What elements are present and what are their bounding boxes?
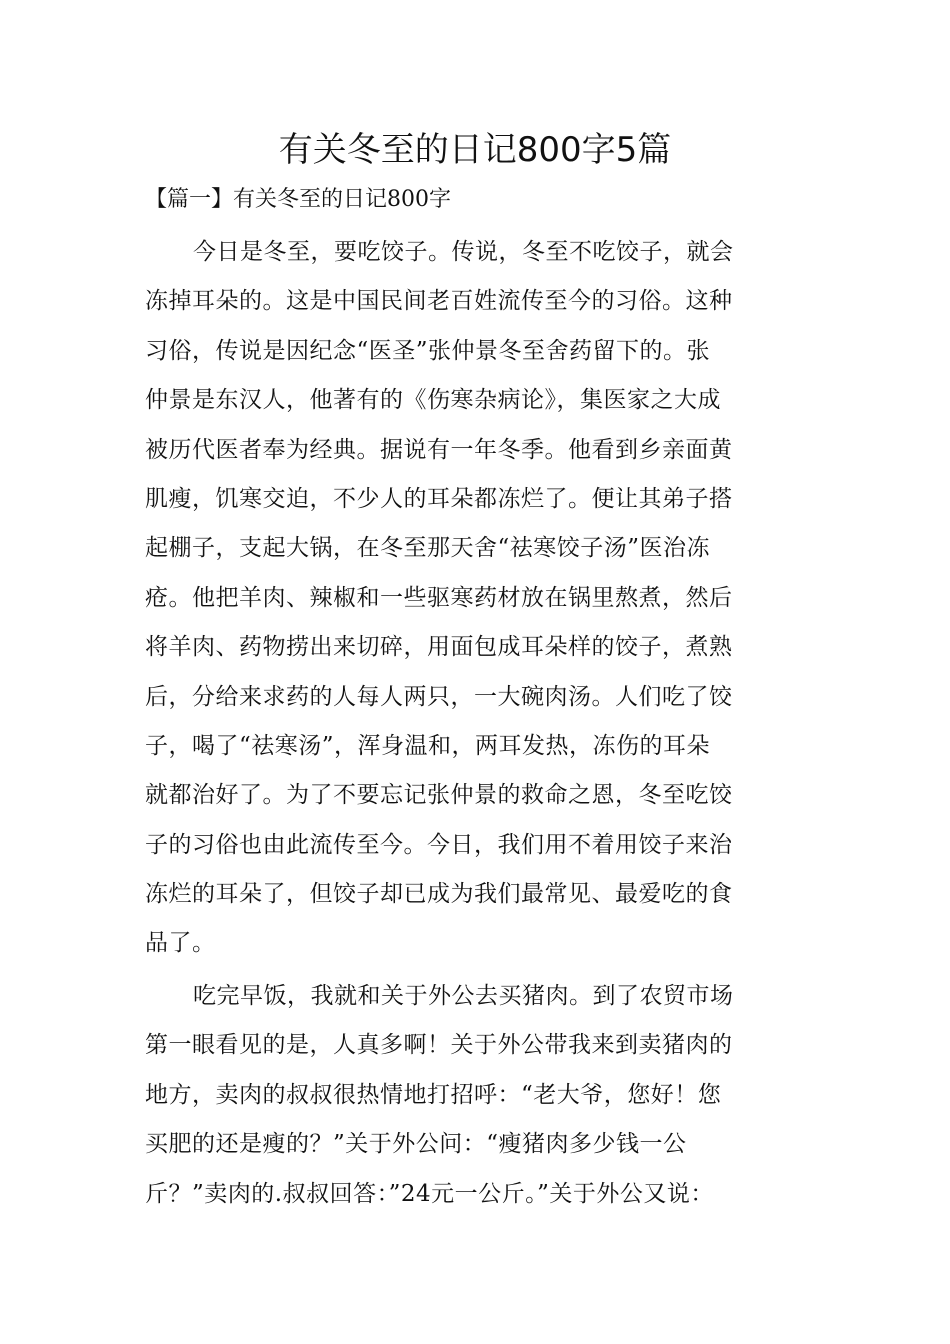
text-line: 疮。他把羊肉、辣椒和一些驱寒药材放在锅里熬煮，然后 xyxy=(145,584,733,611)
text-line: 子的习俗也由此流传至今。今日，我们用不着用饺子来治 xyxy=(145,831,733,858)
text-line: 子，喝了“祛寒汤”，浑身温和，两耳发热，冻伤的耳朵 xyxy=(145,732,711,759)
text-line: 冻掉耳朵的。这是中国民间老百姓流传至今的习俗。这种 xyxy=(145,288,733,315)
text-line: 习俗，传说是因纪念“医圣”张仲景冬至舍药留下的。张 xyxy=(145,337,711,364)
text-line: 斤？”卖肉的.叔叔回答：”24元一公斤。”关于外公又说： xyxy=(145,1180,714,1207)
text-line: 吃完早饭，我就和关于外公去买猪肉。到了农贸市场 xyxy=(193,983,734,1009)
text-line: 仲景是东汉人，他著有的《伤寒杂病论》，集医家之大成 xyxy=(145,387,721,414)
text-line: 品了。 xyxy=(145,930,216,957)
text-line: 将羊肉、药物捞出来切碎，用面包成耳朵样的饺子，煮熟 xyxy=(145,634,733,661)
text-line: 买肥的还是瘦的？”关于外公问：“瘦猪肉多少钱一公 xyxy=(145,1131,687,1158)
section-heading: 【篇一】有关冬至的日记800字 xyxy=(145,187,451,212)
text-line: 就都治好了。为了不要忘记张仲景的救命之恩，冬至吃饺 xyxy=(145,782,733,809)
paragraph-2 xyxy=(145,972,808,1219)
text-line: 肌瘦，饥寒交迫，不少人的耳朵都冻烂了。便让其弟子搭 xyxy=(145,485,733,512)
paragraph-1 xyxy=(145,228,808,969)
text-line: 地方，卖肉的叔叔很热情地打招呼：“老大爷，您好！您 xyxy=(145,1081,722,1108)
text-line: 被历代医者奉为经典。据说有一年冬季。他看到乡亲面黄 xyxy=(145,436,733,463)
text-line: 第一眼看见的是，人真多啊！关于外公带我来到卖猪肉的 xyxy=(145,1032,733,1059)
text-line: 今日是冬至，要吃饺子。传说，冬至不吃饺子，就会 xyxy=(193,239,734,265)
text-line: 后，分给来求药的人每人两只，一大碗肉汤。人们吃了饺 xyxy=(145,683,733,710)
document-title: 有关冬至的日记800字5篇 xyxy=(278,130,672,170)
text-line: 起棚子，支起大锅，在冬至那天舍“祛寒饺子汤”医治冻 xyxy=(145,535,711,562)
text-line: 冻烂的耳朵了，但饺子却已成为我们最常见、最爱吃的食 xyxy=(145,881,733,908)
